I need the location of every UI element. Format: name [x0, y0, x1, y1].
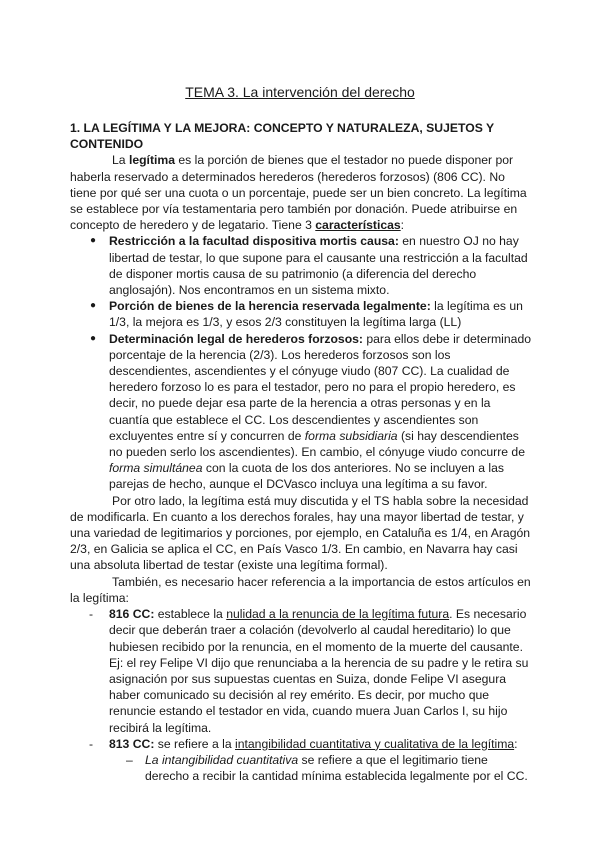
- italic-term: forma subsidiaria: [304, 428, 398, 443]
- term-legitima: legítima: [128, 153, 176, 168]
- article-text: se refiere a la: [154, 736, 236, 751]
- bullet-text: con la cuota de los dos anteriores. No se incluyen a las parejas de hecho, aunque el DCVasco incluya una legítima a su favor.: [109, 461, 504, 492]
- bullet-text: (si hay descendientes no pueden serlo los ascendientes). En cambio, el cónyuge viudo concurre de: [109, 428, 525, 460]
- intro-text: es la porción de bienes que el testador no puede disponer por haberla reservado a determinados herederos (herederos forzosos) (806 CC). No tiene por qué ser una cuota o un porcentaje, puede ser un bien concreto. La legítima se establece por vía testamentaria pero también por donación. Puede atribuirse en concepto de heredero y de legatario. Tiene 3: [70, 153, 527, 233]
- list-item: [70, 736, 532, 785]
- article-text: establece la: [154, 607, 227, 622]
- bullet-icon: ●: [90, 300, 97, 312]
- list-item: [70, 331, 532, 493]
- article-number: 813 CC:: [109, 736, 155, 751]
- characteristics-list: [70, 233, 532, 492]
- bullet-heading: Porción de bienes de la herencia reservada legalmente:: [109, 299, 431, 314]
- list-item: [70, 298, 532, 330]
- paragraph: También, es necesario hacer referencia a la importancia de estos artículos en la legítima:: [70, 574, 531, 605]
- bullet-text: para ellos debe ir determinado porcentaje de la herencia (2/3). Los herederos forzosos son los descendientes, ascendientes y el cónyuge viudo (807 CC). La cualidad de heredero forzoso lo es para el testador, pero no para el propio heredero, es decir, no puede dejar esa parte de la herencia a otras personas y en la cuantía que establece el CC. Los descendientes y ascendientes son excluyentes entre sí y concurren de: [109, 331, 532, 443]
- article-text: . Es necesario decir que deberán traer a colación (devolverlo al caudal hereditario) lo que hubiesen recibido por la renuncia, en el momento de la muerte del causante. Ej: el rey Felipe VI dijo que renunciaba a la herencia de su padre y le retira su asignación por sus supuestas cuentas en Suiza, donde Felipe VI asegura haber comunicado su decisión al rey emérito. Es decir, por mucho que renuncie estando el testador en vida, cuando muera Juan Carlos I, su hijo recibirá la legítima.: [109, 607, 529, 735]
- bullet-heading: Determinación legal de herederos forzosos:: [109, 331, 363, 346]
- intro-end: :: [400, 218, 405, 233]
- list-item: [70, 606, 532, 736]
- bullet-text: la legítima es un 1/3, la mejora es 1/3, y esos 2/3 constituyen la legítima larga (LL): [109, 299, 523, 330]
- document-body: [70, 120, 532, 784]
- bullet-icon: ●: [90, 332, 97, 344]
- sub-text: se refiere a que el legitimario tiene derecho a recibir la cantidad mínima establecida legalmente por el CC.: [145, 752, 528, 784]
- underlined-term: nulidad a la renuncia de la legítima futura: [226, 607, 450, 622]
- underlined-term: intangibilidad cuantitativa y cualitativa de la legítima: [235, 736, 515, 751]
- italic-term: La intangibilidad cuantitativa: [145, 752, 299, 767]
- dash-icon: –: [126, 752, 133, 767]
- dash-icon: -: [89, 736, 94, 751]
- bullet-heading: Restricción a la facultad dispositiva mortis causa:: [109, 234, 399, 249]
- page-title: TEMA 3. La intervención del derecho: [185, 84, 415, 100]
- list-item: [70, 233, 532, 298]
- articles-list: [70, 606, 532, 784]
- dash-icon: -: [89, 607, 94, 622]
- italic-term: forma simultánea: [109, 461, 203, 476]
- intro-pre: La: [112, 153, 129, 168]
- paragraph: Por otro lado, la legítima está muy discutida y el TS habla sobre la necesidad de modificarla. En cuanto a los derechos forales, hay una mayor libertad de testar, y una variedad de legitimarios y porciones, por ejemplo, en Cataluña es 1/4, en Aragón 2/3, en Galicia se aplica el CC, en País Vasco 1/3. En cambio, en Navarra hay casi una absoluta libertad de testar (existe una legítima formal).: [70, 493, 531, 573]
- intro-paragraph: [70, 152, 532, 233]
- list-item: [70, 752, 532, 784]
- section-heading: 1. LA LEGÍTIMA Y LA MEJORA: CONCEPTO Y NATURALEZA, SUJETOS Y CONTENIDO: [70, 121, 494, 152]
- sub-list: [109, 752, 532, 784]
- article-number: 816 CC:: [109, 607, 155, 622]
- article-text: :: [514, 736, 518, 751]
- bullet-icon: ●: [90, 235, 97, 247]
- term-caracteristicas: características: [315, 218, 401, 233]
- bullet-text: en nuestro OJ no hay libertad de testar, lo que supone para el causante una restricción a la facultad de disponer mortis causa de su patrimonio (a diferencia del derecho anglosajón). Nos encontramos en un sistema mixto.: [109, 234, 528, 298]
